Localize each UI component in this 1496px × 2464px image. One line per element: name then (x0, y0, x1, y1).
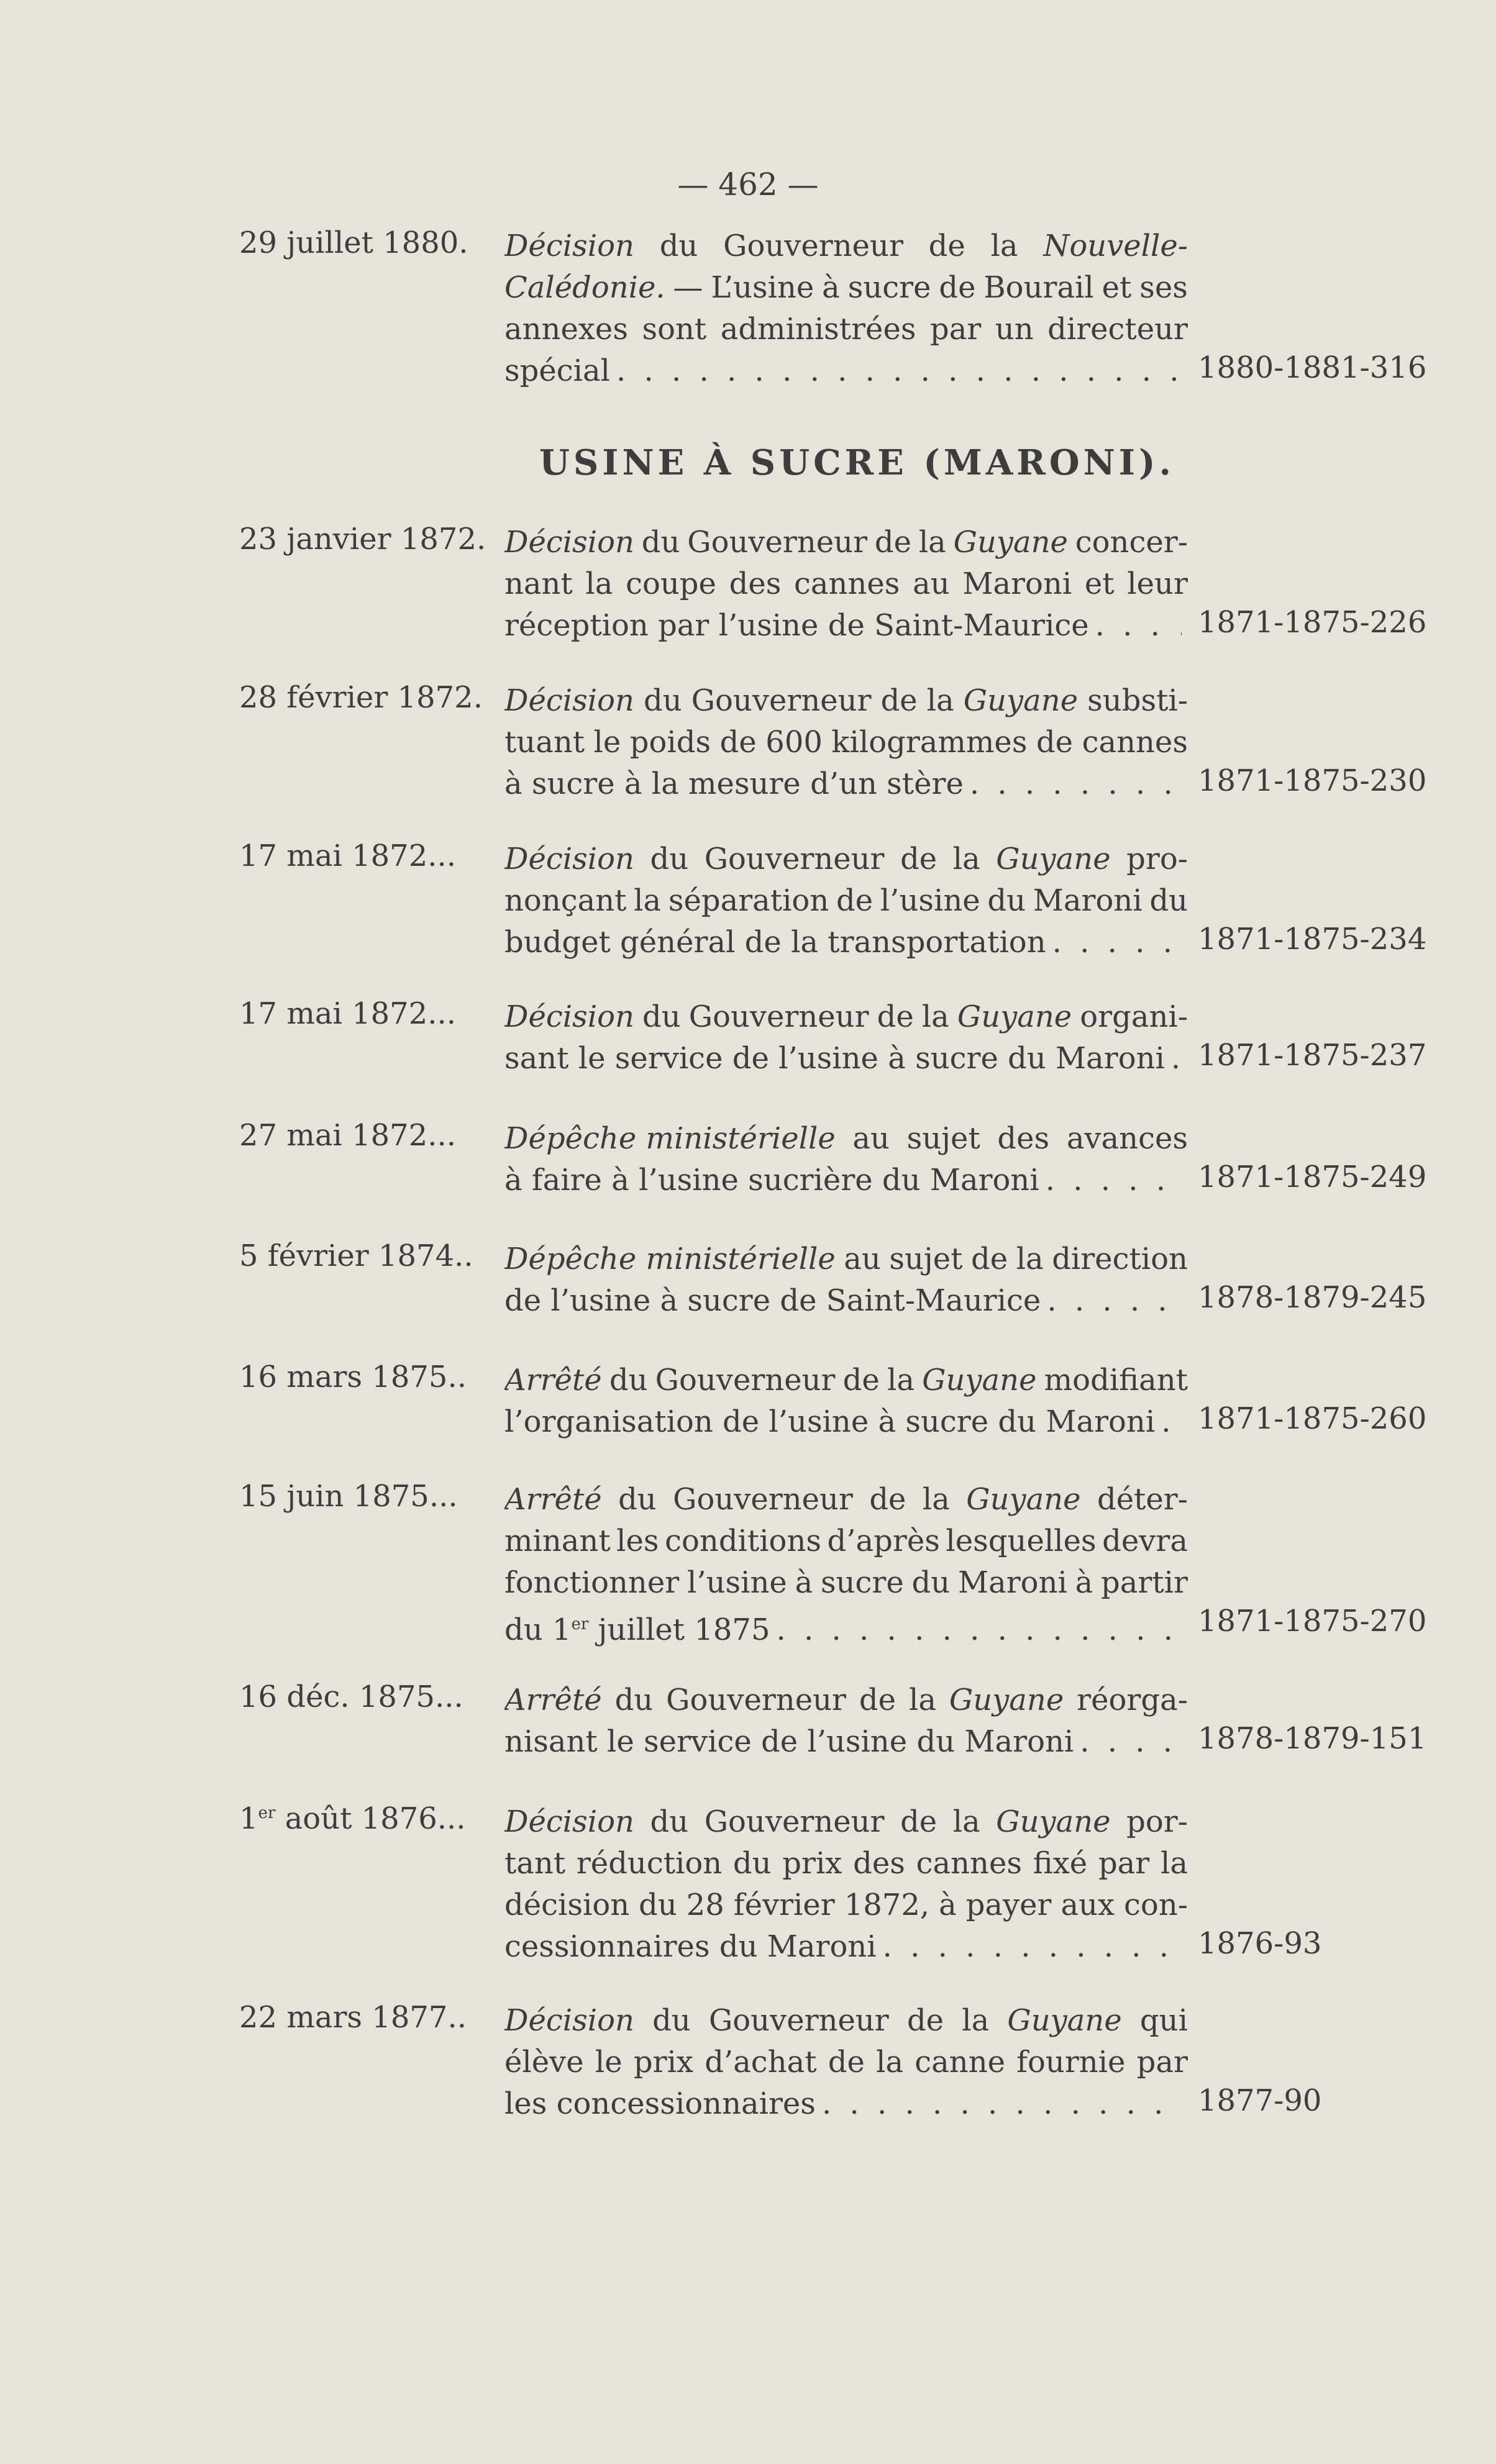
word: leur (1127, 566, 1188, 601)
word: Gouverneur (655, 1363, 836, 1398)
description-text: nisant le service de l’usine du Maroni (504, 1724, 1074, 1759)
description-text: à faire à l’usine sucrière du Maroni (504, 1163, 1039, 1198)
description-line (504, 605, 1188, 647)
entry-description (504, 1801, 1188, 1968)
word: Bourail (983, 270, 1094, 305)
description-line (504, 2000, 1188, 2042)
word: cannes (916, 1846, 1022, 1881)
word: 1872, (844, 1888, 930, 1922)
word: décision (504, 1888, 630, 1922)
entry-description (504, 522, 1188, 647)
entry-description (504, 2000, 1188, 2125)
word: la (990, 229, 1018, 263)
word: Gouverneur (708, 2003, 889, 2038)
word: réduction (576, 1846, 723, 1881)
word: des (997, 1121, 1050, 1156)
description-line (504, 522, 1188, 563)
word: de (906, 2003, 944, 2038)
word: Calédonie. (504, 270, 665, 305)
description-line (504, 1926, 1188, 1968)
description-line (504, 350, 1188, 392)
word: Guyane (996, 1804, 1111, 1839)
description-line (504, 1801, 1188, 1843)
word: Maroni (962, 566, 1072, 601)
word: la (952, 1804, 980, 1839)
word: de (1036, 725, 1074, 760)
word: fixé (1033, 1846, 1088, 1881)
dot-leader (1080, 1721, 1182, 1763)
description-line (504, 2083, 1188, 2125)
description-line (504, 225, 1188, 267)
word: con- (1124, 1888, 1188, 1922)
word: partir (1101, 1565, 1188, 1600)
description-line (504, 1884, 1188, 1926)
word: sucre (820, 1565, 904, 1600)
page-reference: 1871-1875-230 (1198, 763, 1427, 798)
word: Dépêche ministérielle (504, 1121, 836, 1156)
word: de (836, 883, 873, 918)
page-reference: 1871-1875-237 (1198, 1038, 1427, 1073)
word: Arrêté (504, 1363, 602, 1398)
dot-leader (1161, 1401, 1182, 1443)
word: cannes (1082, 725, 1188, 760)
word: de (900, 1804, 937, 1839)
word: la (909, 1683, 936, 1717)
word: l’usine (686, 1565, 787, 1600)
description-line (504, 763, 1188, 805)
word: du (641, 525, 680, 560)
word: Maroni (1033, 883, 1143, 918)
description-line (504, 1160, 1188, 1201)
word: Guyane (966, 1482, 1081, 1517)
entry-description (504, 1239, 1188, 1322)
description-line (504, 1721, 1188, 1763)
description-text: sant le service de l’usine à sucre du Maroni (504, 1041, 1165, 1076)
entry-date: 5 février 1874.. (239, 1239, 473, 1273)
word: la (585, 566, 613, 601)
entry-description (504, 1118, 1188, 1201)
description-text: budget général de la transportation (504, 925, 1046, 960)
word: Décision (504, 683, 634, 718)
description-line (504, 309, 1188, 350)
page-reference: 1878-1879-151 (1198, 1721, 1427, 1756)
description-text: de l’usine à sucre de Saint-Maurice (504, 1283, 1041, 1318)
word: administrées (720, 312, 916, 347)
word: élève (504, 2045, 584, 2080)
word: tuant (504, 725, 585, 760)
word: pro- (1126, 842, 1188, 876)
word: Arrêté (504, 1482, 602, 1517)
description-text: l’organisation de l’usine à sucre du Maroni (504, 1404, 1156, 1439)
word: sont (642, 312, 707, 347)
word: réorga- (1077, 1683, 1188, 1717)
word: Gouverneur (688, 999, 869, 1034)
word: Gouverneur (687, 525, 868, 560)
word: de (900, 842, 937, 876)
word: annexes (504, 312, 628, 347)
word: devra (1102, 1524, 1188, 1558)
word: du (643, 683, 682, 718)
word: kilogrammes (831, 725, 1028, 760)
word: coupe (626, 566, 716, 601)
entry-date: 17 mai 1872... (239, 839, 457, 873)
word: par (1098, 1846, 1150, 1881)
word: minant (504, 1524, 611, 1558)
dot-leader (883, 1926, 1182, 1968)
description-text: les concessionnaires (504, 2086, 816, 2121)
entry-description (504, 839, 1188, 963)
description-line (504, 680, 1188, 722)
word: à (795, 1565, 813, 1600)
word: du (659, 229, 698, 263)
description-text: à sucre à la mesure d’un stère (504, 766, 964, 801)
word: des (729, 566, 782, 601)
dot-leader (1052, 922, 1182, 963)
entry-date: 15 juin 1875... (239, 1479, 458, 1514)
word: de (880, 683, 918, 718)
word: Gouverneur (723, 229, 903, 263)
word: 600 (765, 725, 823, 760)
word: por- (1126, 1804, 1188, 1839)
entry-description (504, 680, 1188, 805)
word: Nouvelle- (1043, 229, 1188, 263)
word: nonçant (504, 883, 627, 918)
entry-date: 29 juillet 1880. (239, 225, 468, 260)
word: de (842, 1363, 880, 1398)
word: Guyane (963, 683, 1079, 718)
dot-leader (1095, 605, 1182, 647)
word: Guyane (949, 1683, 1064, 1717)
word: concer- (1075, 525, 1188, 560)
word: Guyane (996, 842, 1111, 876)
word: les (616, 1524, 659, 1558)
word: de (939, 270, 976, 305)
dot-leader (776, 1609, 1182, 1651)
word: la (921, 999, 949, 1034)
dot-leader (1046, 1160, 1182, 1201)
word: cannes (794, 566, 900, 601)
word: de (859, 1683, 896, 1717)
description-line (504, 1038, 1188, 1080)
word: Dépêche ministérielle (504, 1242, 836, 1276)
word: poids (629, 725, 711, 760)
word: Décision (504, 1804, 634, 1839)
word: directeur (1047, 312, 1188, 347)
word: du (618, 1482, 657, 1517)
word: du (732, 1846, 772, 1881)
word: Gouverneur (691, 683, 872, 718)
entry-date: 28 février 1872. (239, 680, 483, 715)
page-number: — 462 — (677, 166, 819, 202)
word: et (1084, 566, 1115, 601)
word: du (609, 1363, 648, 1398)
word: Arrêté (504, 1683, 602, 1717)
dot-leader (822, 2083, 1182, 2125)
word: canne (914, 2045, 1006, 2080)
entry-date: 16 déc. 1875... (239, 1680, 463, 1714)
word: du (614, 1683, 654, 1717)
word: par (930, 312, 982, 347)
word: de (971, 1242, 1008, 1276)
word: avances (1066, 1121, 1188, 1156)
description-text: cessionnaires du Maroni (504, 1929, 877, 1964)
word: Maroni (957, 1565, 1067, 1600)
word: la (1160, 1846, 1188, 1881)
word: la (876, 2045, 904, 2080)
word: du (652, 2003, 691, 2038)
word: la (952, 842, 980, 876)
entry-date: 27 mai 1872... (239, 1118, 457, 1153)
description-line (504, 2042, 1188, 2083)
page-reference: 1880-1881-316 (1198, 350, 1427, 385)
description-line (504, 1401, 1188, 1443)
dot-leader (616, 350, 1182, 392)
word: déter- (1097, 1482, 1188, 1517)
word: la (922, 1482, 950, 1517)
page-reference: 1877-90 (1198, 2083, 1322, 2118)
dot-leader (1047, 1280, 1182, 1322)
description-text: spécial (504, 353, 610, 388)
entry-description (504, 996, 1188, 1080)
page-reference: 1871-1875-249 (1198, 1160, 1427, 1194)
word: à (822, 270, 840, 305)
word: L’usine (711, 270, 814, 305)
word: Décision (504, 525, 634, 560)
word: du (987, 883, 1026, 918)
description-line (504, 1239, 1188, 1280)
entry-date: 17 mai 1872... (239, 996, 457, 1031)
word: de (877, 999, 914, 1034)
description-line (504, 1521, 1188, 1562)
word: Gouverneur (666, 1683, 846, 1717)
description-line (504, 880, 1188, 922)
word: un (995, 312, 1034, 347)
description-line (504, 839, 1188, 880)
page-reference: 1871-1875-234 (1198, 922, 1427, 957)
word: Guyane (953, 525, 1068, 560)
word: à (1075, 1565, 1093, 1600)
word: Gouverneur (704, 1804, 885, 1839)
description-line (504, 267, 1188, 309)
word: conditions (665, 1524, 821, 1558)
description-line (504, 1562, 1188, 1604)
description-line (504, 922, 1188, 963)
entry-date: 16 mars 1875.. (239, 1360, 467, 1394)
word: Décision (504, 2003, 634, 2038)
entry-description (504, 225, 1188, 392)
word: Guyane (957, 999, 1072, 1034)
section-heading: USINE À SUCRE (MARONI). (539, 442, 1175, 483)
word: au (852, 1121, 890, 1156)
word: Décision (504, 229, 634, 263)
word: de (874, 525, 911, 560)
word: Guyane (922, 1363, 1037, 1398)
entry-description (504, 1479, 1188, 1651)
word: et (1101, 270, 1132, 305)
word: de (928, 229, 965, 263)
word: au (844, 1242, 881, 1276)
entry-description (504, 1360, 1188, 1443)
word: la (1016, 1242, 1044, 1276)
word: nant (504, 566, 573, 601)
description-text: du 1er juillet 1875 (504, 1612, 770, 1647)
word: séparation (668, 883, 829, 918)
word: prix (633, 2045, 693, 2080)
description-line (504, 563, 1188, 605)
description-line (504, 1479, 1188, 1521)
word: février (733, 1888, 835, 1922)
word: du (642, 999, 681, 1034)
description-line (504, 1843, 1188, 1884)
word: sujet (906, 1121, 980, 1156)
dot-leader (970, 763, 1182, 805)
page-reference: 1876-93 (1198, 1926, 1322, 1961)
word: Gouverneur (673, 1482, 853, 1517)
word: fonctionner (504, 1565, 680, 1600)
word: par (1136, 2045, 1188, 2080)
description-line (504, 1360, 1188, 1401)
word: prix (782, 1846, 842, 1881)
word: le (595, 2045, 623, 2080)
word: la (962, 2003, 990, 2038)
word: au (913, 566, 950, 601)
description-line (504, 996, 1188, 1038)
word: sujet (889, 1242, 963, 1276)
word: de (719, 725, 757, 760)
description-line (504, 1680, 1188, 1721)
page-reference: 1871-1875-226 (1198, 605, 1427, 640)
word: la (634, 883, 662, 918)
word: qui (1139, 2003, 1188, 2038)
entry-date: 22 mars 1877.. (239, 2000, 467, 2035)
word: organi- (1080, 999, 1188, 1034)
word: la (918, 525, 946, 560)
entry-date: 1er août 1876... (239, 1801, 466, 1836)
word: Guyane (1007, 2003, 1122, 2038)
entry-date: 23 janvier 1872. (239, 522, 486, 557)
dot-leader (1171, 1038, 1182, 1080)
word: de (869, 1482, 906, 1517)
word: l’usine (880, 883, 980, 918)
word: substi- (1087, 683, 1188, 718)
page-reference: 1878-1879-245 (1198, 1280, 1427, 1315)
word: du (639, 1888, 677, 1922)
word: ses (1139, 270, 1188, 305)
word: de (828, 2045, 865, 2080)
word: la (887, 1363, 914, 1398)
word: 28 (686, 1888, 724, 1922)
word: Gouverneur (704, 842, 885, 876)
word: d’après (827, 1524, 940, 1558)
word: sucre (847, 270, 931, 305)
description-text: réception par l’usine de Saint-Maurice (504, 608, 1089, 643)
description-line (504, 1118, 1188, 1160)
word: fournie (1016, 2045, 1126, 2080)
word: d’achat (705, 2045, 817, 2080)
word: Décision (504, 999, 634, 1034)
word: du (1149, 883, 1188, 918)
word: du (911, 1565, 951, 1600)
word: — (673, 270, 703, 305)
word: le (593, 725, 621, 760)
word: la (926, 683, 954, 718)
word: aux (1060, 1888, 1115, 1922)
word: lesquelles (946, 1524, 1097, 1558)
word: direction (1052, 1242, 1188, 1276)
word: tant (504, 1846, 566, 1881)
word: Décision (504, 842, 634, 876)
word: des (853, 1846, 905, 1881)
word: modifiant (1044, 1363, 1188, 1398)
description-line (504, 722, 1188, 763)
description-line (504, 1604, 1188, 1651)
page-reference: 1871-1875-270 (1198, 1604, 1427, 1639)
word: payer (965, 1888, 1052, 1922)
description-line (504, 1280, 1188, 1322)
word: du (650, 842, 689, 876)
entry-description (504, 1680, 1188, 1763)
page-reference: 1871-1875-260 (1198, 1401, 1427, 1436)
word: du (650, 1804, 689, 1839)
word: à (939, 1888, 957, 1922)
